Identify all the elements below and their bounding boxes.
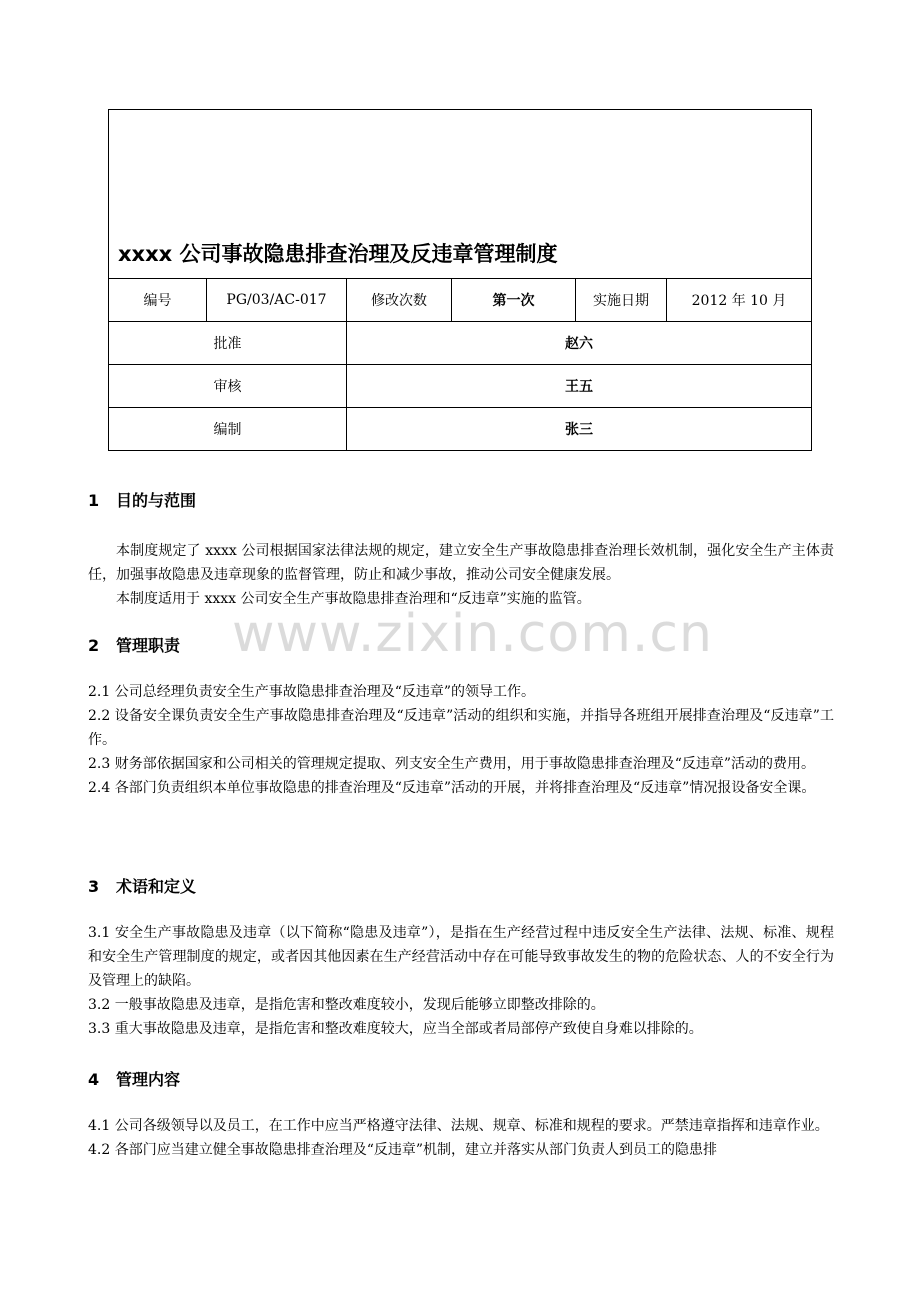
paragraph: 2.1 公司总经理负责安全生产事故隐患排查治理及“反违章”的领导工作。 [88,684,536,700]
revision-label: 修改次数 [347,279,452,322]
section-number: 4 [88,1070,100,1089]
paragraph: 4.2 各部门应当建立健全事故隐患排查治理及“反违章”机制，建立并落实从部门负责人到员工的隐患排 [88,1142,718,1158]
review-label: 审核 [109,365,347,408]
document-header-table [108,109,812,451]
revision-value: 第一次 [452,279,576,322]
document-title: xxxx 公司事故隐患排查治理及反违章管理制度 [118,242,558,266]
paragraph: 2.2 设备安全课负责安全生产事故隐患排查治理及“反违章”活动的组织和实施，并指导各班组开展排查治理及“反违章”工作。 [88,708,834,748]
compile-value: 张三 [347,408,812,451]
watermark: www.zixin.com.cn [232,604,713,664]
section-responsibilities [88,634,834,800]
section-title: 术语和定义 [116,877,197,896]
paragraph: 3.3 重大事故隐患及违章，是指危害和整改难度较大，应当全部或者局部停产致使自身难以排除的。 [88,1021,703,1037]
paragraph: 本制度适用于 xxxx 公司安全生产事故隐患排查治理和“反违章”实施的监管。 [116,591,591,607]
section-title: 管理职责 [116,636,181,655]
section-number: 2 [88,636,100,655]
section-management-content [88,1068,834,1162]
approve-value: 赵六 [347,322,812,365]
approve-label: 批准 [109,322,347,365]
section-heading [88,634,834,658]
section-purpose [88,489,834,611]
date-value: 2012 年 10 月 [667,279,812,322]
section-heading [88,875,834,899]
section-number: 1 [88,491,100,510]
code-label: 编号 [109,279,207,322]
date-label: 实施日期 [576,279,667,322]
compile-label: 编制 [109,408,347,451]
section-title: 管理内容 [116,1070,181,1089]
paragraph: 2.3 财务部依据国家和公司相关的管理规定提取、列支安全生产费用，用于事故隐患排查治理及“反违章”活动的费用。 [88,756,816,772]
review-value: 王五 [347,365,812,408]
title-cell [109,110,812,279]
paragraph: 2.4 各部门负责组织本单位事故隐患的排查治理及“反违章”活动的开展，并将排查治理及“反违章”情况报设备安全课。 [88,780,816,796]
paragraph: 4.1 公司各级领导以及员工，在工作中应当严格遵守法律、法规、规章、标准和规程的要求。严禁违章指挥和违章作业。 [88,1118,829,1134]
paragraph: 3.2 一般事故隐患及违章，是指危害和整改难度较小，发现后能够立即整改排除的。 [88,997,605,1013]
section-number: 3 [88,877,100,896]
section-title: 目的与范围 [116,491,197,510]
section-heading [88,489,834,513]
paragraph: 3.1 安全生产事故隐患及违章（以下简称“隐患及违章”），是指在生产经营过程中违反安全生产法律、法规、标准、规程和安全生产管理制度的规定，或者因其他因素在生产经营活动中存在可能导致事故发生的物的危险状态、人的不安全行为及管理上的缺陷。 [88,925,834,989]
code-value: PG/03/AC-017 [207,279,347,322]
paragraph: 本制度规定了 xxxx 公司根据国家法律法规的规定，建立安全生产事故隐患排查治理长效机制，强化安全生产主体责任，加强事故隐患及违章现象的监督管理，防止和减少事故，推动公司安全健康发展。 [88,543,834,583]
section-definitions [88,875,834,1041]
section-heading [88,1068,834,1092]
